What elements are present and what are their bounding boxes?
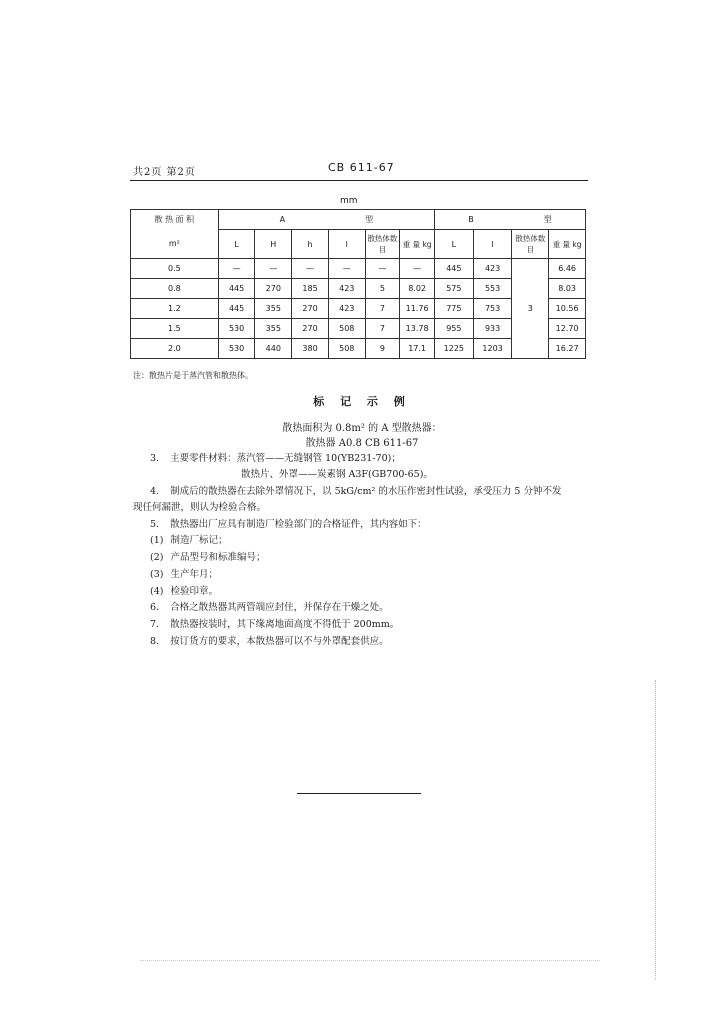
cell: 423 [473, 259, 512, 279]
item-5-4 [150, 584, 218, 600]
cell: 11.76 [400, 299, 435, 319]
cell: 5 [365, 279, 400, 299]
cell: — [400, 259, 435, 279]
item-number: (3) [150, 569, 164, 580]
col-a-H: H [255, 230, 292, 259]
item-number: 6. [150, 602, 160, 613]
col-a-h: h [292, 230, 329, 259]
item-3 [150, 451, 401, 467]
item-5-1 [150, 533, 228, 549]
unit-label: mm [340, 196, 358, 206]
col-b-L: L [434, 230, 473, 259]
cell: 955 [434, 319, 473, 339]
cell: 1203 [473, 339, 512, 359]
cell: 440 [255, 339, 292, 359]
col-a-count: 散热体数 目 [365, 230, 400, 259]
scan-artifact [140, 960, 600, 962]
cell: 13.78 [400, 319, 435, 339]
item-text: 按订货方的要求，本散热器可以不与外罩配套供应。 [170, 636, 389, 647]
cell: 508 [328, 319, 365, 339]
item-number: 8. [150, 636, 160, 647]
cell: — [292, 259, 329, 279]
cell: 270 [255, 279, 292, 299]
b-count-merged: 3 [512, 259, 549, 359]
item-text: 生产年月； [170, 569, 219, 580]
cell: 530 [218, 319, 255, 339]
item-text: 合格之散热器其两管端应封住，并保存在干燥之处。 [170, 602, 389, 613]
item-4 [150, 484, 561, 500]
cell: 10.56 [549, 299, 586, 319]
cell: — [328, 259, 365, 279]
item-number: 4. [150, 486, 160, 497]
item-number: 5. [150, 519, 160, 530]
item-number: (4) [150, 586, 164, 597]
item-4-cont: 现任何漏泄，则认为检验合格。 [133, 502, 267, 513]
item-text: 产品型号和标准编号； [170, 552, 266, 563]
cell: 1225 [434, 339, 473, 359]
item-text: 检验印章。 [170, 586, 219, 597]
cell: 553 [473, 279, 512, 299]
cell: — [255, 259, 292, 279]
item-6 [150, 600, 389, 616]
cell: — [218, 259, 255, 279]
cell: 445 [434, 259, 473, 279]
item-text: 主要零件材料：蒸汽管——无缝钢管 10(YB231-70)； [170, 453, 401, 464]
cell: 753 [473, 299, 512, 319]
table-note: 注：散热片是于蒸汽管和散热体。 [133, 371, 253, 380]
end-rule [297, 793, 421, 794]
cell: — [365, 259, 400, 279]
cell: 380 [292, 339, 329, 359]
col-b-weight: 重 量 kg [549, 230, 586, 259]
standard-code: CB 611-67 [328, 161, 395, 174]
cell-area: 0.5 [131, 259, 219, 279]
cell: 508 [328, 339, 365, 359]
cell: 8.03 [549, 279, 586, 299]
scan-artifact [655, 680, 658, 980]
table-row [131, 259, 586, 279]
cell: 9 [365, 339, 400, 359]
marking-example-desc: 散热面积为 0.8m² 的 A 型散热器： [282, 423, 442, 434]
cell: 423 [328, 299, 365, 319]
item-text: 散热器按装时，其下缘离地面高度不得低于 200mm。 [170, 619, 400, 630]
area-header: 散 热 面 积 [131, 210, 219, 230]
item-number: (2) [150, 552, 164, 563]
cell: 530 [218, 339, 255, 359]
marking-title: 标 记 示 例 [313, 395, 411, 408]
cell-area: 0.8 [131, 279, 219, 299]
cell-area: 2.0 [131, 339, 219, 359]
cell: 775 [434, 299, 473, 319]
cell: 7 [365, 299, 400, 319]
cell: 185 [292, 279, 329, 299]
item-number: 3. [150, 453, 160, 464]
col-a-L: L [218, 230, 255, 259]
spec-table [130, 209, 586, 359]
col-b-l: l [473, 230, 512, 259]
cell: 355 [255, 299, 292, 319]
cell: 423 [328, 279, 365, 299]
cell: 270 [292, 319, 329, 339]
cell: 575 [434, 279, 473, 299]
col-a-weight: 重 量 kg [400, 230, 435, 259]
type-b-header: B 型 [434, 210, 585, 230]
item-text: 散热器出厂应具有制造厂检验部门的合格证件，其内容如下： [170, 519, 427, 530]
cell: 6.46 [549, 259, 586, 279]
cell: 445 [218, 279, 255, 299]
area-unit: m² [131, 230, 219, 259]
item-5-2 [150, 550, 266, 566]
item-text: 制成后的散热器在去除外罩情况下，以 5kG/cm² 的水压作密封性试验，承受压力 5 分钟不发 [170, 486, 562, 497]
cell: 7 [365, 319, 400, 339]
cell-area: 1.2 [131, 299, 219, 319]
cell: 17.1 [400, 339, 435, 359]
cell: 355 [255, 319, 292, 339]
cell: 270 [292, 299, 329, 319]
item-5 [150, 517, 427, 533]
item-7 [150, 617, 399, 633]
marking-example-code: 散热器 A0.8 CB 611-67 [305, 438, 419, 449]
item-text: 制造厂标记； [170, 535, 228, 546]
cell: 16.27 [549, 339, 586, 359]
item-number: 7. [150, 619, 160, 630]
header-rule [130, 180, 588, 181]
cell: 8.02 [400, 279, 435, 299]
page-info: 共2页 第2页 [133, 167, 196, 178]
item-8 [150, 634, 389, 650]
col-b-count: 散热体数 目 [512, 230, 549, 259]
col-a-l: l [328, 230, 365, 259]
cell: 445 [218, 299, 255, 319]
type-a-header: A 型 [218, 210, 434, 230]
item-5-3 [150, 567, 218, 583]
item-number: (1) [150, 535, 164, 546]
cell: 12.70 [549, 319, 586, 339]
cell-area: 1.5 [131, 319, 219, 339]
cell: 933 [473, 319, 512, 339]
item-3-cont: 散热片、外罩——炭素钢 A3F(GB700-65)。 [241, 469, 433, 480]
